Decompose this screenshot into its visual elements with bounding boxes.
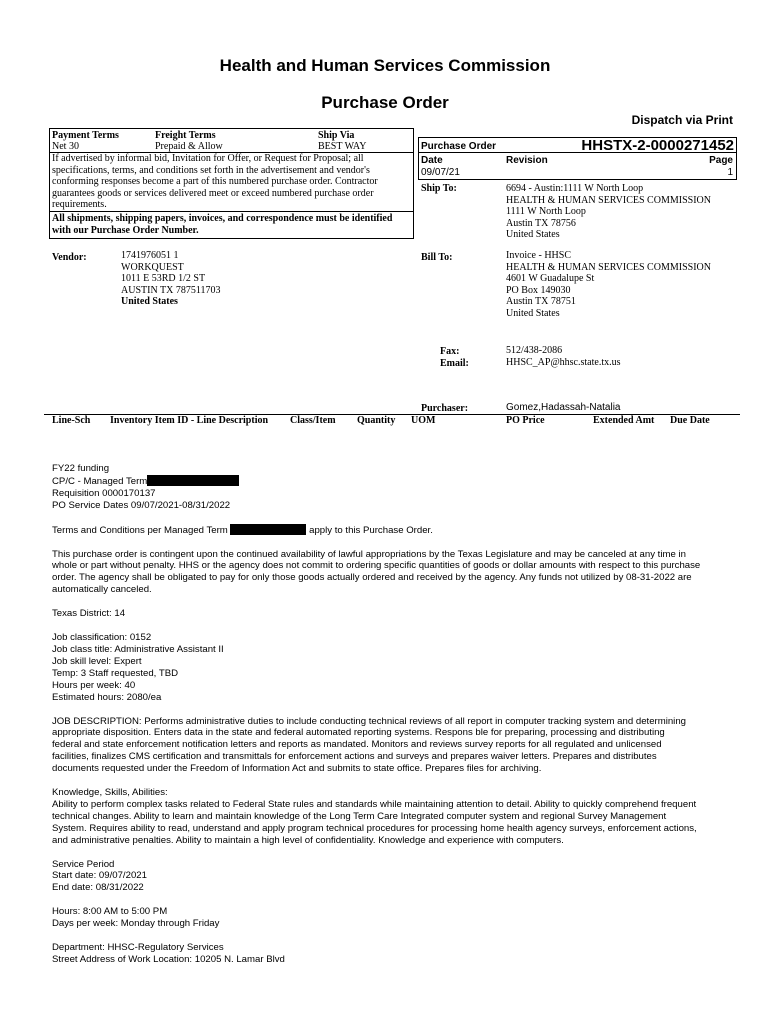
purchaser-value: Gomez,Hadassah-Natalia (506, 402, 621, 413)
date-value: 09/07/21 (421, 167, 460, 178)
hours-info: Hours: 8:00 AM to 5:00 PM Days per week: Monday through Friday (52, 906, 220, 930)
org-title: Health and Human Services Commission (219, 56, 551, 75)
vendor-address: 1741976051 1 WORKQUEST 1011 E 53RD 1/2 ST AUSTIN TX 787511703 United States (121, 250, 221, 308)
ship-to-label: Ship To: (421, 183, 457, 194)
po-number: HHSTX-2-0000271452 (581, 137, 734, 154)
col-inventory: Inventory Item ID - Line Description (110, 415, 269, 426)
col-class-item: Class/Item (290, 415, 336, 426)
service-period: Service Period Start date: 09/07/2021 End date: 08/31/2022 (52, 858, 147, 894)
fax-label: Fax: (440, 346, 460, 357)
funding-line: FY22 funding (52, 463, 110, 474)
district-line: Texas District: 14 (52, 608, 126, 620)
terms-notice: If advertised by informal bid, Invitation for Offer, or Request for Proposal; all specifications, terms, and conditions set forth in the advertisement and vendor's conforming responses become a part of this numbered purchase order. Contractor guarantees goods or services delivered meet or exceed numbered purchase order requirements. (52, 153, 378, 211)
freight-terms-label: Freight Terms (155, 130, 216, 141)
vendor-label: Vendor: (52, 252, 87, 263)
ship-to-address: 6694 - Austin:1111 W North Loop HEALTH & HUMAN SERVICES COMMISSION 1111 W North Loop Austin TX 78756 United States (506, 183, 711, 241)
po-label: Purchase Order (421, 141, 497, 152)
job-info: Job classification: 0152 Job class title: Administrative Assistant II Job skill level: Expert Temp: 3 Staff requested, TBD Hours per week: 40 Estimated hours: 2080/ea (52, 632, 224, 703)
ship-via-value: BEST WAY (318, 141, 367, 152)
document-title: Purchase Order (321, 93, 449, 112)
email-value: HHSC_AP@hhsc.state.tx.us (506, 357, 621, 368)
ship-via-label: Ship Via (318, 130, 355, 141)
redaction-bar (147, 475, 239, 486)
col-due-date: Due Date (670, 415, 710, 426)
cpc-line: CP/C - Managed Term (52, 475, 742, 488)
col-quantity: Quantity (357, 415, 396, 426)
line-description (52, 463, 742, 966)
payment-terms-value: Net 30 (52, 141, 79, 152)
shipments-notice: All shipments, shipping papers, invoices, and correspondence must be identified with our Purchase Order Number. (52, 213, 393, 236)
dispatch-label: Dispatch via Print (631, 113, 733, 127)
purchaser-label: Purchaser: (421, 403, 469, 414)
department-info: Department: HHSC-Regulatory Services Street Address of Work Location: 10205 N. Lamar Blvd (52, 942, 285, 965)
freight-terms-value: Prepaid & Allow (155, 141, 223, 152)
job-description: JOB DESCRIPTION: Performs administrative duties to include conducting technical reviews of all report in computer tracking system and determining appropriate disposition. Enters data in the state and federal automated reporting systems. Respons ble for preparing, processing and distributing federal and state enforcement notification letters and reports as mandated. Monitors and reviews survey reports for all regulated and unlicensed facilities, finalizes CMS certification and transmittals for enforcement actions and surveys and prepares waiver letters. Prepares and distributes documents requested under the Freedom of Information Act and submits to state office. Prepares files for archiving. (52, 715, 686, 775)
revision-label: Revision (506, 155, 548, 166)
date-label: Date (421, 155, 443, 166)
contingent-paragraph: This purchase order is contingent upon the continued availability of lawful appropriations by the Texas Legislature and may be canceled at any time in whole or part without penalty. HHS or the agency does not commit to ordering specific quantities of goods or dollar amounts with respect to this purchase order. The agency shall be obligated to pay for only those goods actually ordered and received by the agency. Any funds not utilized by 08-31-2022 are automatically canceled. (52, 548, 701, 596)
bill-to-label: Bill To: (421, 252, 453, 263)
redaction-bar (230, 524, 306, 535)
payment-terms-label: Payment Terms (52, 130, 119, 141)
bill-to-address: Invoice - HHSC HEALTH & HUMAN SERVICES COMMISSION 4601 W Guadalupe St PO Box 149030 Austin TX 78751 United States (506, 250, 711, 319)
email-label: Email: (440, 358, 469, 369)
page-label: Page (709, 155, 733, 166)
col-line-sch: Line-Sch (52, 415, 91, 426)
page-value: 1 (727, 167, 733, 178)
fax-value: 512/438-2086 (506, 345, 563, 356)
shipments-divider (49, 211, 414, 212)
col-uom: UOM (411, 415, 436, 426)
service-dates-line: PO Service Dates 09/07/2021-08/31/2022 (52, 499, 231, 511)
ksa-paragraph: Knowledge, Skills, Abilities: Ability to perform complex tasks related to Federal State rules and standards while maintaining attention to detail. Ability to quickly comprehend frequent technical changes. Ability to learn and maintain knowledge of the Long Term Care Integrated computer system and regional Survey Management System. Requires ability to read, understand and apply program technical procedures for processing home health agency surveys, enforcement actions, and administrative penalties. Ability to maintain a high level of confidentiality. Knowledge and experience with computers. (52, 787, 697, 846)
col-po-price: PO Price (506, 415, 545, 426)
requisition-line: Requisition 0000170137 (52, 487, 156, 499)
terms-line: Terms and Conditions per Managed Term apply to this Purchase Order. (52, 524, 433, 536)
col-extended-amt: Extended Amt (593, 415, 655, 426)
